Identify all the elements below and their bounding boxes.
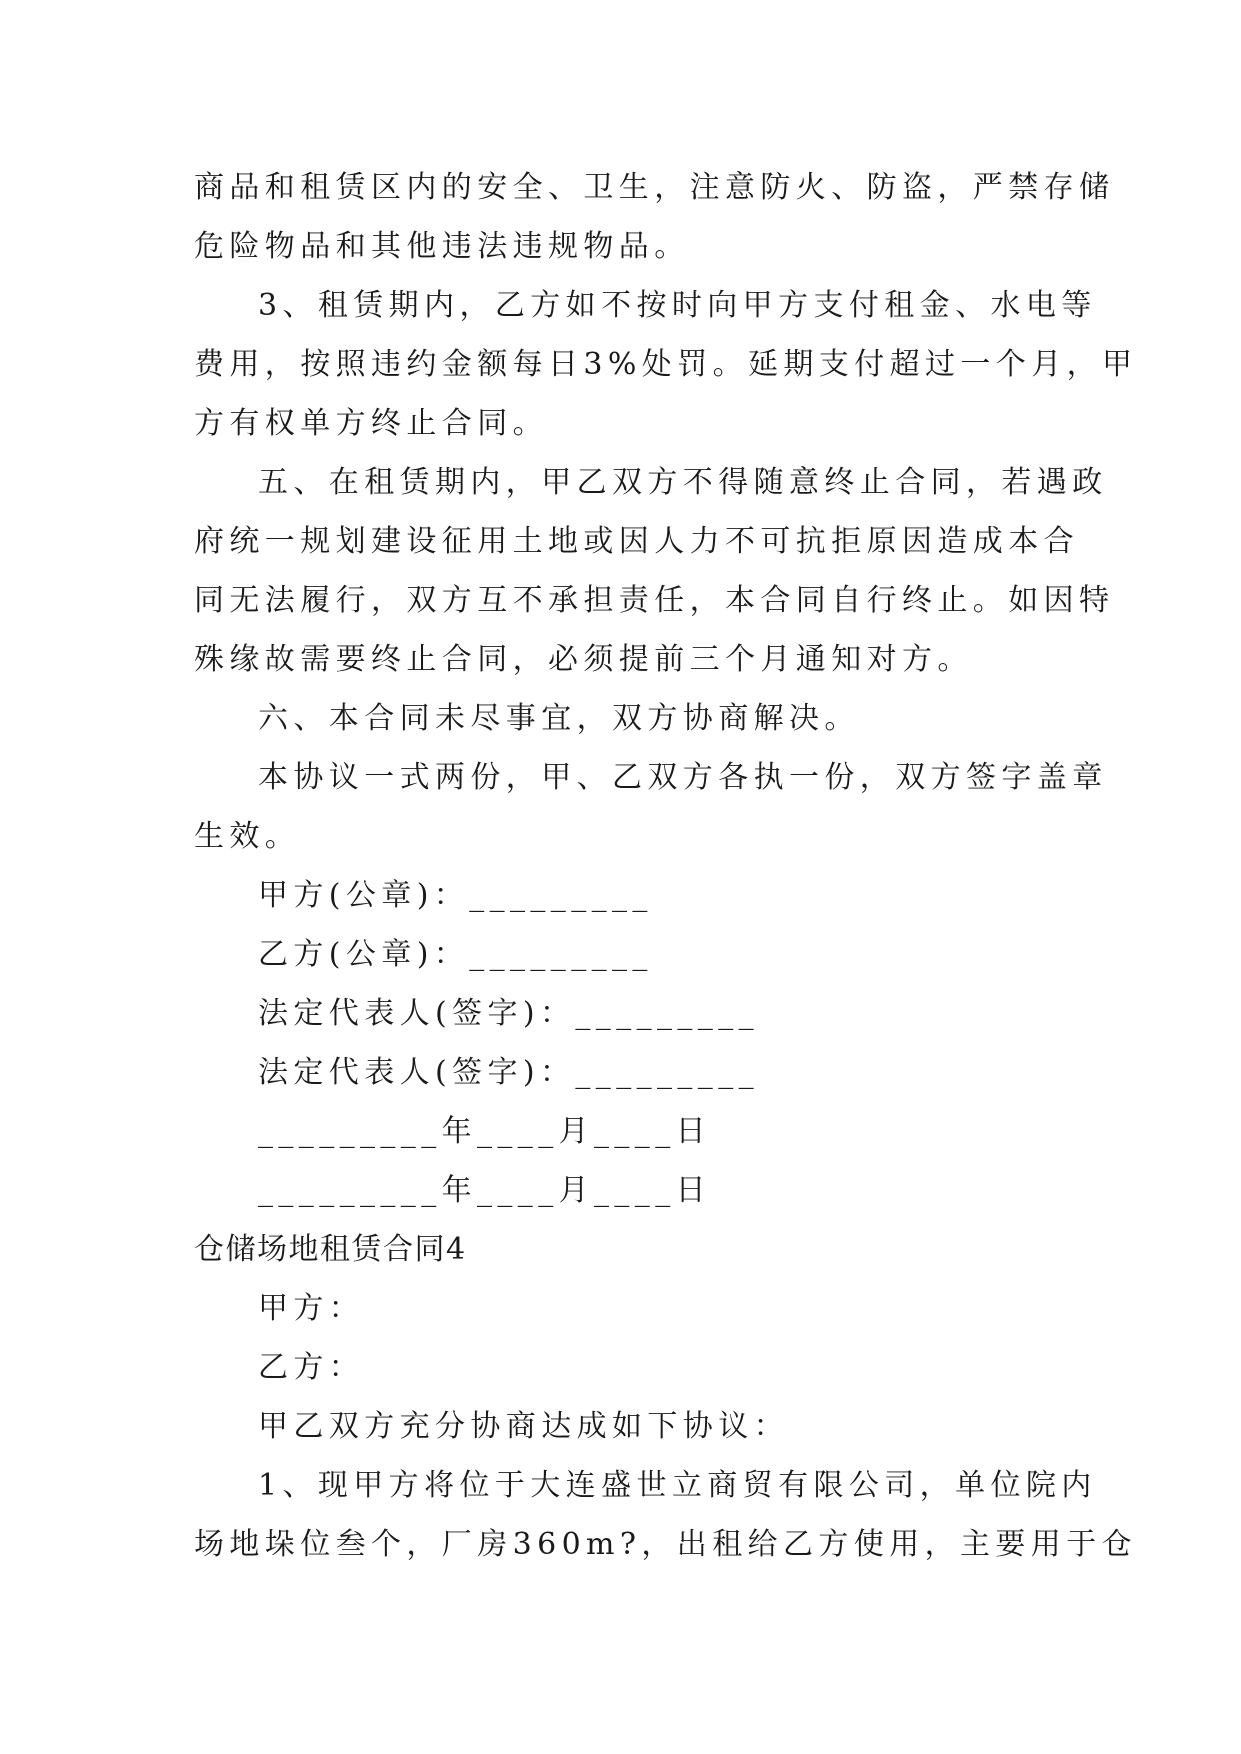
- text-line: 场地垛位叁个，厂房360m?，出租给乙方使用，主要用于仓: [194, 1527, 1137, 1562]
- text-line: 甲方：: [258, 1291, 365, 1326]
- text-line: 3、租赁期内，乙方如不按时向甲方支付租金、水电等: [258, 288, 1097, 323]
- document-body: [194, 158, 1138, 1574]
- section-title: 仓储场地租赁合同4: [194, 1232, 467, 1267]
- text-line: 甲方(公章)：_________: [258, 878, 653, 913]
- text-line: 方有权单方终止合同。: [194, 406, 548, 441]
- text-line: 乙方(公章)：_________: [258, 937, 653, 972]
- text-line: 费用，按照违约金额每日3%处罚。延期支付超过一个月，甲: [194, 347, 1138, 382]
- text-line: _________年____月____日: [258, 1173, 711, 1208]
- text-line: 乙方：: [258, 1350, 365, 1385]
- text-line: 法定代表人(签字)：_________: [258, 996, 760, 1031]
- text-line: 生效。: [194, 819, 301, 854]
- text-line: 同无法履行，双方互不承担责任，本合同自行终止。如因特: [194, 583, 1115, 618]
- text-line: 殊缘故需要终止合同，必须提前三个月通知对方。: [194, 642, 973, 677]
- text-line: 危险物品和其他违法违规物品。: [194, 229, 690, 264]
- text-line: 法定代表人(签字)：_________: [258, 1055, 760, 1090]
- text-line: 1、现甲方将位于大连盛世立商贸有限公司，单位院内: [258, 1468, 1097, 1503]
- text-line: 本协议一式两份，甲、乙双方各执一份，双方签字盖章: [258, 760, 1108, 795]
- text-line: 五、在租赁期内，甲乙双方不得随意终止合同，若遇政: [258, 465, 1108, 500]
- text-line: _________年____月____日: [258, 1114, 711, 1149]
- text-line: 商品和租赁区内的安全、卫生，注意防火、防盗，严禁存储: [194, 170, 1115, 205]
- text-line: 六、本合同未尽事宜，双方协商解决。: [258, 701, 860, 736]
- text-line: 甲乙双方充分协商达成如下协议：: [258, 1409, 789, 1444]
- text-line: 府统一规划建设征用土地或因人力不可抗拒原因造成本合: [194, 524, 1079, 559]
